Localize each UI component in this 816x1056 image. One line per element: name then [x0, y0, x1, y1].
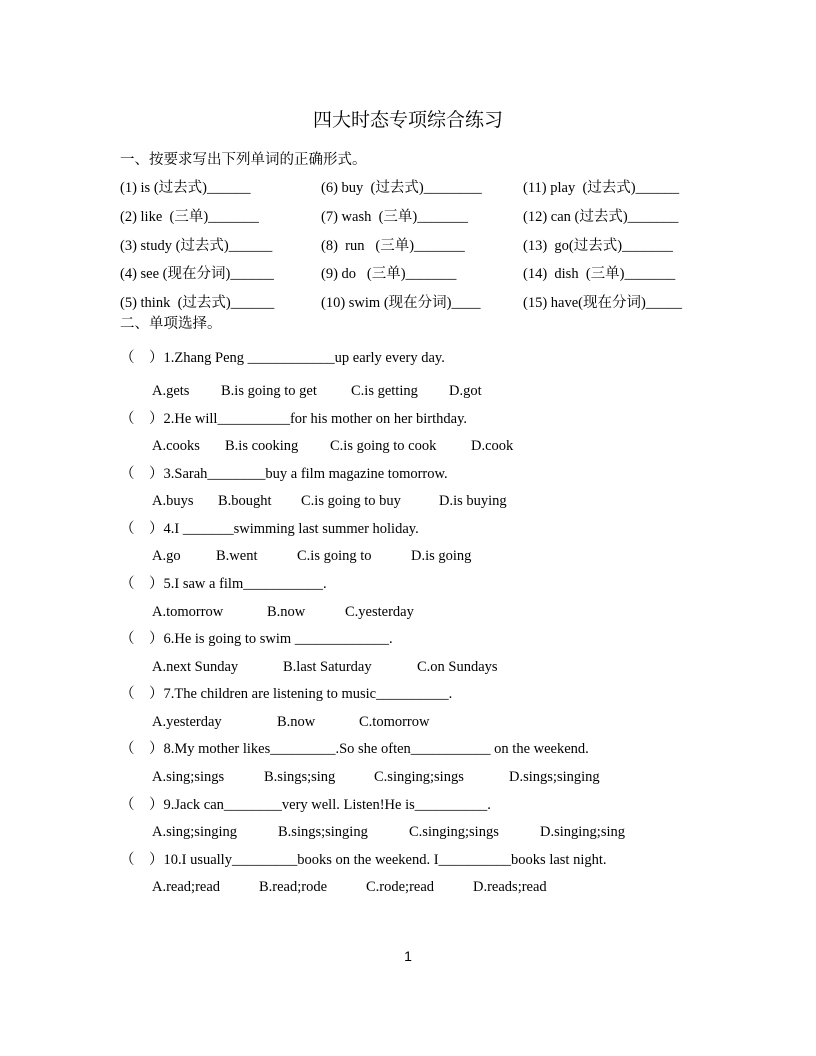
question-stem: （ ）4.I _______swimming last summer holiday. [120, 521, 419, 537]
answer-option: B.is cooking [225, 438, 299, 454]
answer-option: B.sings;singing [278, 824, 368, 840]
answer-option: C.yesterday [345, 604, 414, 620]
answer-option: D.got [449, 383, 482, 399]
answer-option: A.read;read [152, 879, 221, 895]
word-form-item: (13) go(过去式)_______ [523, 238, 673, 254]
section-2-heading: 二、单项选择。 [120, 316, 222, 332]
answer-option: A.cooks [152, 438, 200, 454]
section-1-heading: 一、按要求写出下列单词的正确形式。 [120, 152, 367, 168]
answer-option: A.gets [152, 383, 190, 399]
answer-option: A.tomorrow [152, 604, 224, 620]
answer-option: B.now [277, 714, 316, 730]
answer-option: D.is going [411, 548, 472, 564]
question-stem: （ ）3.Sarah________buy a film magazine tomorrow. [120, 466, 448, 482]
word-form-item: (3) study (过去式)______ [120, 238, 273, 254]
answer-option: B.is going to get [221, 383, 317, 399]
page-number: 1 [404, 948, 412, 964]
word-form-item: (2) like (三单)_______ [120, 209, 259, 225]
answer-option: C.rode;read [366, 879, 435, 895]
word-form-item: (9) do (三单)_______ [321, 266, 457, 282]
word-form-item: (12) can (过去式)_______ [523, 209, 679, 225]
word-form-item: (11) play (过去式)______ [523, 180, 680, 196]
question-stem: （ ）9.Jack can________very well. Listen!He is__________. [120, 797, 491, 813]
answer-option: C.tomorrow [359, 714, 430, 730]
worksheet-title: 四大时态专项综合练习 [312, 110, 503, 131]
word-form-item: (4) see (现在分词)______ [120, 266, 274, 282]
word-form-item: (1) is (过去式)______ [120, 180, 251, 196]
answer-option: B.read;rode [259, 879, 328, 895]
word-form-item: (6) buy (过去式)________ [321, 180, 482, 196]
answer-option: C.singing;sings [374, 769, 464, 785]
answer-option: A.sing;singing [152, 824, 237, 840]
answer-option: D.reads;read [473, 879, 547, 895]
word-form-item: (5) think (过去式)______ [120, 295, 275, 311]
answer-option: C.singing;sings [409, 824, 499, 840]
word-form-item: (14) dish (三单)_______ [523, 266, 676, 282]
question-stem: （ ）2.He will__________for his mother on her birthday. [120, 411, 468, 427]
answer-option: B.went [216, 548, 258, 564]
word-form-item: (7) wash (三单)_______ [321, 209, 468, 225]
answer-option: C.is going to buy [301, 493, 401, 509]
word-form-item: (8) run (三单)_______ [321, 238, 465, 254]
question-stem: （ ）7.The children are listening to music__________. [120, 686, 453, 702]
answer-option: A.sing;sings [152, 769, 225, 785]
answer-option: A.next Sunday [152, 659, 239, 675]
answer-option: A.buys [152, 493, 194, 509]
answer-option: B.last Saturday [283, 659, 372, 675]
question-stem: （ ）5.I saw a film___________. [120, 576, 327, 592]
answer-option: C.on Sundays [417, 659, 498, 675]
question-stem: （ ）6.He is going to swim _____________. [120, 631, 393, 647]
answer-option: B.now [267, 604, 306, 620]
question-stem: （ ）10.I usually_________books on the weekend. I__________books last night. [120, 852, 607, 868]
answer-option: D.cook [471, 438, 514, 454]
answer-option: C.is going to [297, 548, 372, 564]
question-stem: （ ）8.My mother likes_________.So she often___________ on the weekend. [120, 741, 589, 757]
answer-option: C.is getting [351, 383, 418, 399]
answer-option: D.sings;singing [509, 769, 600, 785]
answer-option: C.is going to cook [330, 438, 437, 454]
word-form-item: (15) have(现在分词)_____ [523, 295, 683, 311]
answer-option: B.sings;sing [264, 769, 336, 785]
answer-option: D.singing;sing [540, 824, 625, 840]
answer-option: D.is buying [439, 493, 507, 509]
question-stem: （ ）1.Zhang Peng ____________up early every day. [120, 350, 445, 366]
answer-option: A.go [152, 548, 181, 564]
answer-option: B.bought [218, 493, 272, 509]
answer-option: A.yesterday [152, 714, 222, 730]
word-form-item: (10) swim (现在分词)____ [321, 295, 481, 311]
